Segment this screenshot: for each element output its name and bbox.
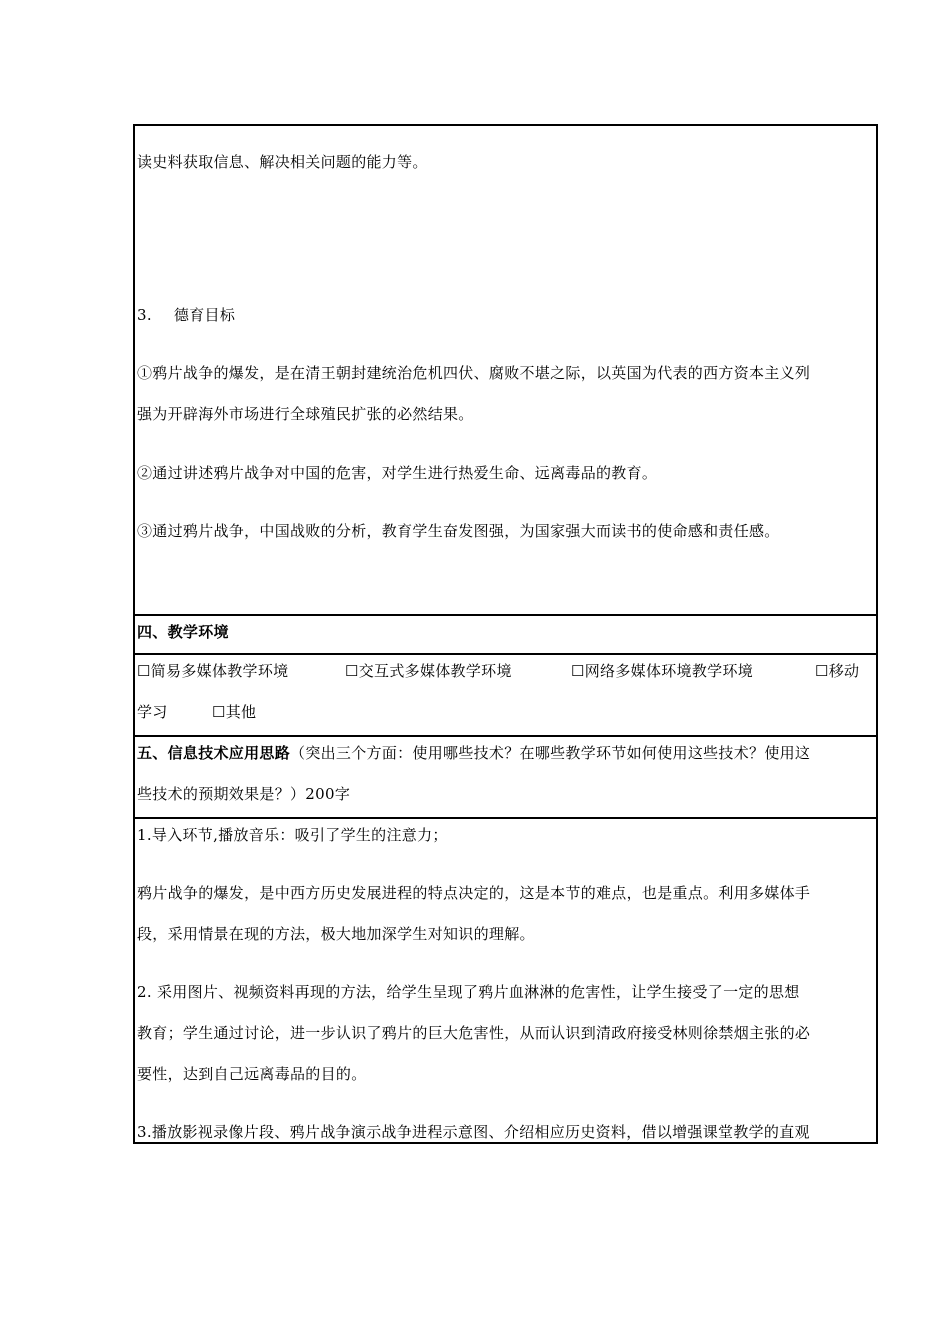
content-line-7: 3.播放影视录像片段、鸦片战争演示战争进程示意图、介绍相应历史资料，借以增强课堂教学的直观	[137, 1123, 810, 1141]
goal-item-2: ②通过讲述鸦片战争对中国的危害，对学生进行热爱生命、远离毒品的教育。	[137, 464, 658, 482]
content-line-1: 1.导入环节,播放音乐：吸引了学生的注意力；	[137, 826, 448, 844]
it-application-title: 五、信息技术应用思路	[137, 744, 291, 762]
checkbox-icon[interactable]: ☐	[571, 662, 585, 680]
it-application-header	[135, 735, 876, 817]
teaching-environment-title: 四、教学环境	[137, 623, 229, 641]
checkbox-icon[interactable]: ☐	[815, 662, 829, 680]
option-interactive-multimedia[interactable]: ☐交互式多媒体教学环境	[345, 662, 512, 680]
content-line-3: 段，采用情景在现的方法，极大地加深学生对知识的理解。	[137, 925, 535, 943]
goal-item-1-line-2: 强为开辟海外市场进行全球殖民扩张的必然结果。	[137, 405, 474, 423]
checkbox-icon[interactable]: ☐	[137, 662, 151, 680]
teaching-environment-header	[135, 614, 876, 653]
content-line-2: 鸦片战争的爆发，是中西方历史发展进程的特点决定的，这是本节的难点，也是重点。利用多媒体手	[137, 884, 811, 902]
content-line-5: 教育；学生通过讨论，进一步认识了鸦片的巨大危害性，从而认识到清政府接受林则徐禁烟主张的必	[137, 1024, 811, 1042]
heading-text: 德育目标	[173, 306, 236, 324]
goal-item-1-line-1: ①鸦片战争的爆发，是在清王朝封建统治危机四伏、腐败不堪之际，以英国为代表的西方资本主义列	[137, 364, 811, 382]
it-application-content	[135, 817, 876, 1142]
it-application-title-line	[137, 743, 810, 763]
it-application-note-line-2: 些技术的预期效果是？）200字	[137, 785, 351, 803]
option-network-multimedia[interactable]: ☐网络多媒体环境教学环境	[571, 662, 754, 680]
checkbox-icon[interactable]: ☐	[212, 703, 226, 721]
checkbox-icon[interactable]: ☐	[345, 662, 359, 680]
content-line-4: 2. 采用图片、视频资料再现的方法，给学生呈现了鸦片血淋淋的危害性，让学生接受了一定的思想	[137, 983, 800, 1001]
teaching-environment-options	[135, 653, 876, 735]
option-other[interactable]: ☐其他	[212, 703, 257, 721]
heading-number: 3.	[137, 306, 152, 324]
content-line-6: 要性，达到自己远离毒品的目的。	[137, 1065, 367, 1083]
moral-goals-heading	[137, 305, 235, 325]
option-mobile-continued: 学习	[137, 703, 168, 721]
lesson-plan-table	[133, 124, 878, 1144]
moral-goals-cell	[135, 126, 876, 614]
option-simple-multimedia[interactable]: ☐简易多媒体教学环境	[137, 662, 289, 680]
goal-item-3: ③通过鸦片战争，中国战败的分析，教育学生奋发图强，为国家强大而读书的使命感和责任感。	[137, 522, 780, 540]
it-application-note: （突出三个方面：使用哪些技术？在哪些教学环节如何使用这些技术？使用这	[290, 744, 811, 762]
continued-text-line: 读史料获取信息、解决相关问题的能力等。	[137, 153, 428, 171]
option-mobile[interactable]: ☐移动	[815, 662, 860, 680]
